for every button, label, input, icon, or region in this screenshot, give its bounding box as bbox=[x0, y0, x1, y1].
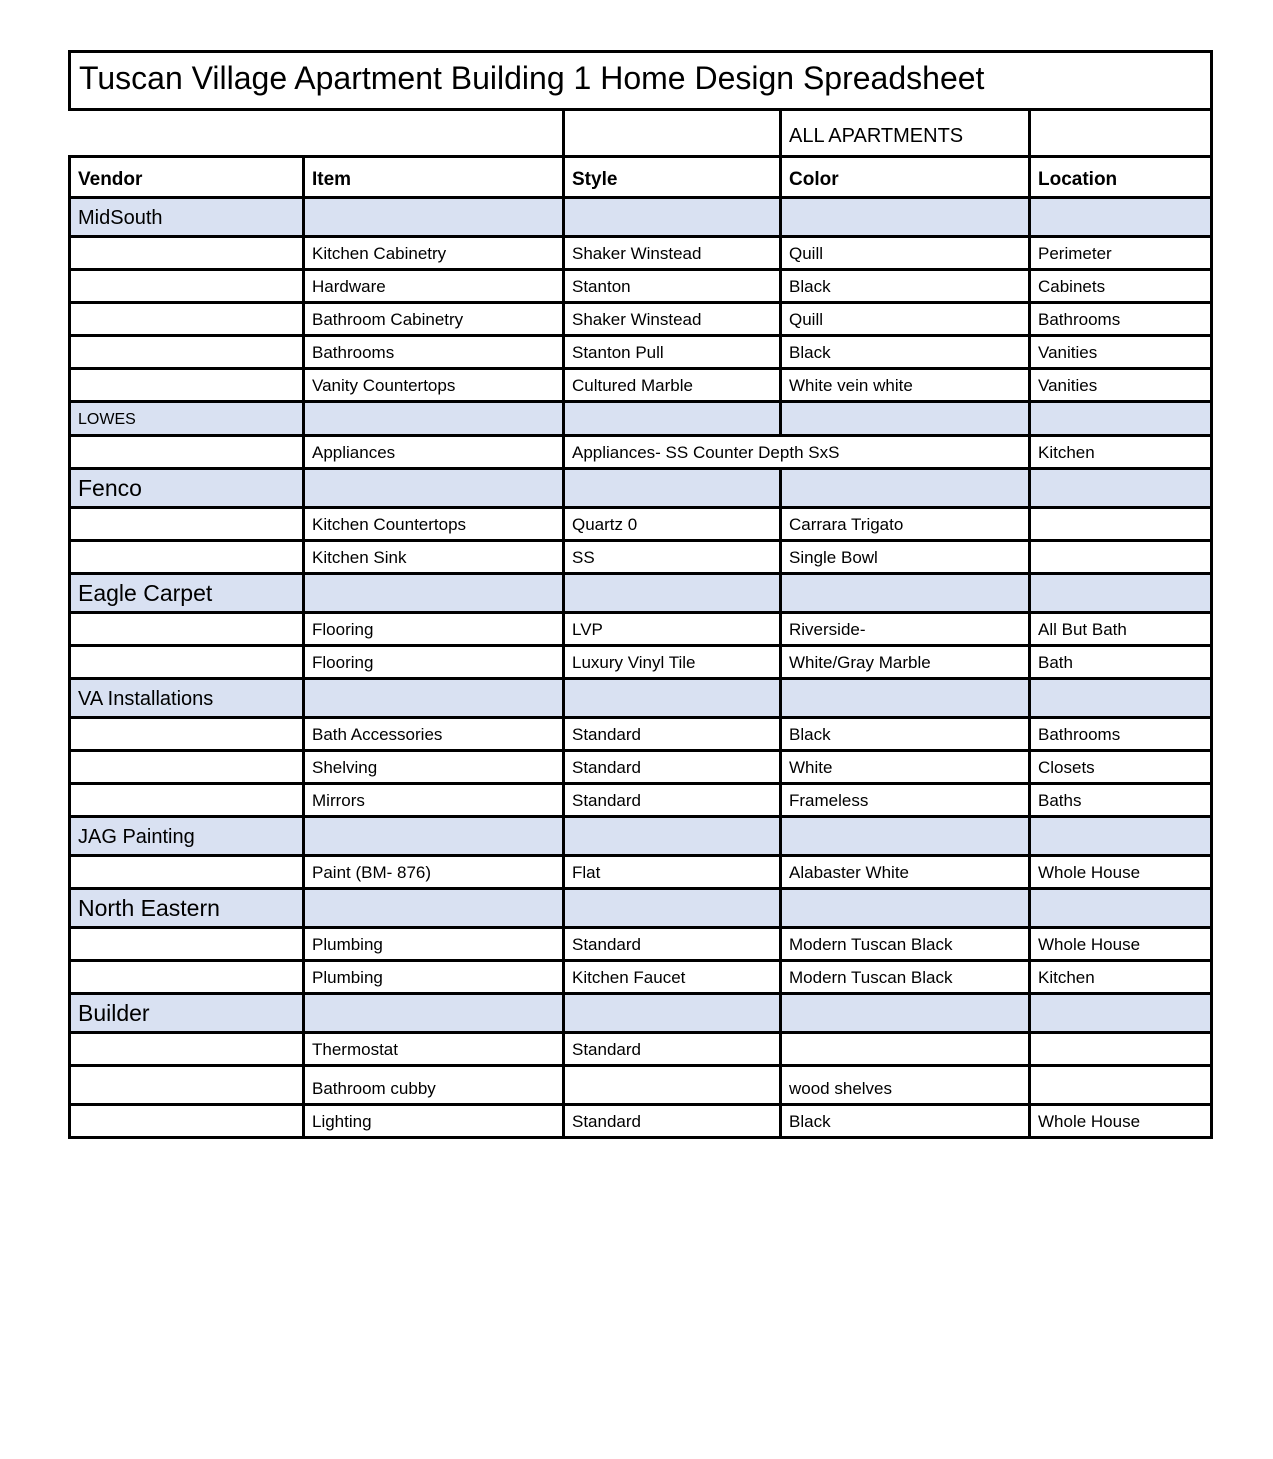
location-cell: Whole House bbox=[1030, 928, 1212, 961]
style-cell: Flat bbox=[564, 856, 781, 889]
section-empty-cell bbox=[304, 994, 564, 1033]
style-cell: Cultured Marble bbox=[564, 369, 781, 402]
style-cell: Appliances- SS Counter Depth SxS bbox=[564, 436, 1030, 469]
column-header-location: Location bbox=[1030, 157, 1212, 198]
color-cell: Modern Tuscan Black bbox=[781, 961, 1030, 994]
vendor-empty-cell bbox=[70, 928, 304, 961]
item-cell: Mirrors bbox=[304, 784, 564, 817]
vendor-name: Builder bbox=[70, 994, 304, 1033]
item-row bbox=[70, 303, 1212, 336]
item-cell: Vanity Countertops bbox=[304, 369, 564, 402]
item-row bbox=[70, 508, 1212, 541]
style-cell: Standard bbox=[564, 718, 781, 751]
section-empty-cell bbox=[564, 574, 781, 613]
location-cell: Vanities bbox=[1030, 336, 1212, 369]
vendor-name: North Eastern bbox=[70, 889, 304, 928]
color-cell: Modern Tuscan Black bbox=[781, 928, 1030, 961]
item-cell: Shelving bbox=[304, 751, 564, 784]
color-cell: Black bbox=[781, 336, 1030, 369]
vendor-empty-cell bbox=[70, 856, 304, 889]
location-cell: Baths bbox=[1030, 784, 1212, 817]
page-title: Tuscan Village Apartment Building 1 Home Design Spreadsheet bbox=[70, 52, 1212, 110]
color-cell: Frameless bbox=[781, 784, 1030, 817]
title-row bbox=[70, 52, 1212, 110]
section-empty-cell bbox=[1030, 994, 1212, 1033]
vendor-empty-cell bbox=[70, 237, 304, 270]
section-empty-cell bbox=[304, 402, 564, 436]
location-cell: Whole House bbox=[1030, 1105, 1212, 1138]
item-cell: Bathroom cubby bbox=[304, 1066, 564, 1105]
style-cell: Standard bbox=[564, 784, 781, 817]
location-cell: Kitchen bbox=[1030, 436, 1212, 469]
item-cell: Kitchen Cabinetry bbox=[304, 237, 564, 270]
style-cell: Shaker Winstead bbox=[564, 237, 781, 270]
banner-row bbox=[70, 110, 1212, 157]
section-empty-cell bbox=[781, 198, 1030, 237]
item-row bbox=[70, 784, 1212, 817]
design-table bbox=[68, 50, 1213, 1139]
section-empty-cell bbox=[781, 469, 1030, 508]
location-cell bbox=[1030, 541, 1212, 574]
vendor-name: Eagle Carpet bbox=[70, 574, 304, 613]
item-cell: Bath Accessories bbox=[304, 718, 564, 751]
banner-style-cell bbox=[564, 110, 781, 157]
section-row-north-eastern bbox=[70, 889, 1212, 928]
item-cell: Flooring bbox=[304, 613, 564, 646]
section-row-midsouth bbox=[70, 198, 1212, 237]
color-cell: White bbox=[781, 751, 1030, 784]
section-empty-cell bbox=[1030, 574, 1212, 613]
item-row bbox=[70, 237, 1212, 270]
section-empty-cell bbox=[304, 574, 564, 613]
vendor-name: VA Installations bbox=[70, 679, 304, 718]
item-cell: Kitchen Countertops bbox=[304, 508, 564, 541]
section-empty-cell bbox=[304, 889, 564, 928]
location-cell: Bath bbox=[1030, 646, 1212, 679]
section-empty-cell bbox=[781, 574, 1030, 613]
section-row-fenco bbox=[70, 469, 1212, 508]
style-cell: LVP bbox=[564, 613, 781, 646]
spreadsheet-page bbox=[68, 50, 1210, 1139]
color-cell: Single Bowl bbox=[781, 541, 1030, 574]
color-cell: Black bbox=[781, 1105, 1030, 1138]
section-empty-cell bbox=[1030, 402, 1212, 436]
item-row bbox=[70, 646, 1212, 679]
style-cell: Luxury Vinyl Tile bbox=[564, 646, 781, 679]
vendor-name: MidSouth bbox=[70, 198, 304, 237]
vendor-empty-cell bbox=[70, 646, 304, 679]
color-cell: Alabaster White bbox=[781, 856, 1030, 889]
location-cell: Bathrooms bbox=[1030, 718, 1212, 751]
item-row bbox=[70, 856, 1212, 889]
color-cell: Black bbox=[781, 718, 1030, 751]
location-cell: Perimeter bbox=[1030, 237, 1212, 270]
section-empty-cell bbox=[781, 994, 1030, 1033]
vendor-empty-cell bbox=[70, 1066, 304, 1105]
section-empty-cell bbox=[1030, 469, 1212, 508]
section-empty-cell bbox=[564, 889, 781, 928]
style-cell: Standard bbox=[564, 1033, 781, 1066]
color-cell: Riverside- bbox=[781, 613, 1030, 646]
color-cell: Quill bbox=[781, 237, 1030, 270]
section-empty-cell bbox=[564, 198, 781, 237]
section-empty-cell bbox=[1030, 679, 1212, 718]
item-row bbox=[70, 541, 1212, 574]
section-empty-cell bbox=[781, 817, 1030, 856]
location-cell: Whole House bbox=[1030, 856, 1212, 889]
section-empty-cell bbox=[1030, 817, 1212, 856]
location-cell: Kitchen bbox=[1030, 961, 1212, 994]
style-cell: Stanton Pull bbox=[564, 336, 781, 369]
location-cell: Closets bbox=[1030, 751, 1212, 784]
location-cell bbox=[1030, 1066, 1212, 1105]
vendor-empty-cell bbox=[70, 303, 304, 336]
section-empty-cell bbox=[781, 679, 1030, 718]
vendor-empty-cell bbox=[70, 270, 304, 303]
item-row bbox=[70, 1033, 1212, 1066]
item-cell: Paint (BM- 876) bbox=[304, 856, 564, 889]
color-cell: Quill bbox=[781, 303, 1030, 336]
location-cell: All But Bath bbox=[1030, 613, 1212, 646]
item-row bbox=[70, 751, 1212, 784]
section-empty-cell bbox=[781, 402, 1030, 436]
section-empty-cell bbox=[564, 817, 781, 856]
item-row bbox=[70, 436, 1212, 469]
item-cell: Hardware bbox=[304, 270, 564, 303]
section-empty-cell bbox=[304, 469, 564, 508]
item-cell: Appliances bbox=[304, 436, 564, 469]
section-empty-cell bbox=[1030, 198, 1212, 237]
banner-all-apartments: ALL APARTMENTS bbox=[781, 110, 1030, 157]
item-cell: Bathrooms bbox=[304, 336, 564, 369]
column-header-row bbox=[70, 157, 1212, 198]
style-cell: Standard bbox=[564, 751, 781, 784]
item-cell: Lighting bbox=[304, 1105, 564, 1138]
item-row bbox=[70, 369, 1212, 402]
section-row-lowes bbox=[70, 402, 1212, 436]
vendor-empty-cell bbox=[70, 1033, 304, 1066]
vendor-name: LOWES bbox=[70, 402, 304, 436]
item-row bbox=[70, 718, 1212, 751]
banner-location-cell bbox=[1030, 110, 1212, 157]
style-cell bbox=[564, 1066, 781, 1105]
column-header-style: Style bbox=[564, 157, 781, 198]
location-cell: Bathrooms bbox=[1030, 303, 1212, 336]
vendor-empty-cell bbox=[70, 1105, 304, 1138]
vendor-empty-cell bbox=[70, 369, 304, 402]
style-cell: Standard bbox=[564, 928, 781, 961]
item-cell: Flooring bbox=[304, 646, 564, 679]
vendor-empty-cell bbox=[70, 613, 304, 646]
item-row bbox=[70, 336, 1212, 369]
style-cell: SS bbox=[564, 541, 781, 574]
vendor-empty-cell bbox=[70, 541, 304, 574]
location-cell: Cabinets bbox=[1030, 270, 1212, 303]
section-row-eagle-carpet bbox=[70, 574, 1212, 613]
column-header-item: Item bbox=[304, 157, 564, 198]
vendor-empty-cell bbox=[70, 751, 304, 784]
color-cell bbox=[781, 1033, 1030, 1066]
section-empty-cell bbox=[304, 679, 564, 718]
item-cell: Plumbing bbox=[304, 961, 564, 994]
item-row bbox=[70, 1066, 1212, 1105]
section-empty-cell bbox=[564, 402, 781, 436]
vendor-empty-cell bbox=[70, 784, 304, 817]
column-header-color: Color bbox=[781, 157, 1030, 198]
color-cell: White/Gray Marble bbox=[781, 646, 1030, 679]
item-cell: Plumbing bbox=[304, 928, 564, 961]
color-cell: Carrara Trigato bbox=[781, 508, 1030, 541]
section-row-jag-painting bbox=[70, 817, 1212, 856]
location-cell bbox=[1030, 1033, 1212, 1066]
vendor-empty-cell bbox=[70, 718, 304, 751]
style-cell: Kitchen Faucet bbox=[564, 961, 781, 994]
section-row-va-installations bbox=[70, 679, 1212, 718]
vendor-empty-cell bbox=[70, 961, 304, 994]
item-row bbox=[70, 1105, 1212, 1138]
column-header-vendor: Vendor bbox=[70, 157, 304, 198]
item-cell: Bathroom Cabinetry bbox=[304, 303, 564, 336]
item-row bbox=[70, 270, 1212, 303]
vendor-empty-cell bbox=[70, 436, 304, 469]
section-empty-cell bbox=[564, 994, 781, 1033]
location-cell bbox=[1030, 508, 1212, 541]
section-empty-cell bbox=[1030, 889, 1212, 928]
item-cell: Kitchen Sink bbox=[304, 541, 564, 574]
banner-spacer bbox=[70, 110, 564, 157]
style-cell: Standard bbox=[564, 1105, 781, 1138]
color-cell: White vein white bbox=[781, 369, 1030, 402]
section-empty-cell bbox=[304, 198, 564, 237]
vendor-empty-cell bbox=[70, 336, 304, 369]
color-cell: wood shelves bbox=[781, 1066, 1030, 1105]
location-cell: Vanities bbox=[1030, 369, 1212, 402]
color-cell: Black bbox=[781, 270, 1030, 303]
section-empty-cell bbox=[564, 679, 781, 718]
vendor-empty-cell bbox=[70, 508, 304, 541]
style-cell: Shaker Winstead bbox=[564, 303, 781, 336]
style-cell: Quartz 0 bbox=[564, 508, 781, 541]
section-empty-cell bbox=[781, 889, 1030, 928]
section-empty-cell bbox=[564, 469, 781, 508]
section-row-builder bbox=[70, 994, 1212, 1033]
vendor-name: Fenco bbox=[70, 469, 304, 508]
item-cell: Thermostat bbox=[304, 1033, 564, 1066]
item-row bbox=[70, 613, 1212, 646]
item-row bbox=[70, 928, 1212, 961]
style-cell: Stanton bbox=[564, 270, 781, 303]
item-row bbox=[70, 961, 1212, 994]
section-empty-cell bbox=[304, 817, 564, 856]
vendor-name: JAG Painting bbox=[70, 817, 304, 856]
